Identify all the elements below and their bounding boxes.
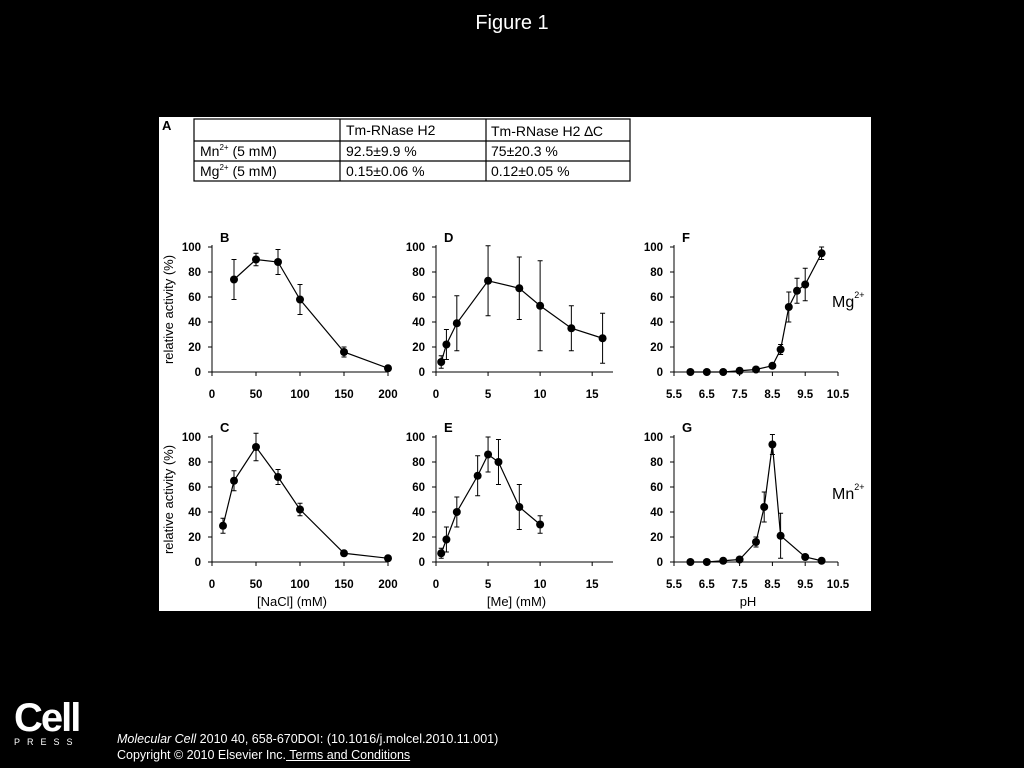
y-tick-label-b-5: 100	[181, 242, 201, 254]
y-tick-label-g-2: 40	[650, 507, 663, 519]
y-tick-label-f-0: 0	[656, 367, 663, 379]
data-point-d-4	[515, 284, 523, 292]
data-point-b-3	[296, 296, 304, 304]
panel-label-c: C	[220, 420, 230, 435]
y-tick-label-c-2: 40	[188, 507, 201, 519]
data-point-c-0	[219, 522, 227, 530]
y-tick-label-f-4: 80	[650, 267, 663, 279]
y-tick-label-e-5: 100	[405, 432, 425, 444]
y-tick-label-e-1: 20	[412, 532, 425, 544]
data-point-c-6	[384, 554, 392, 562]
y-tick-label-g-4: 80	[650, 457, 663, 469]
cell-press-logo	[14, 696, 86, 750]
series-line-e	[441, 455, 540, 554]
y-tick-label-d-1: 20	[412, 342, 425, 354]
y-tick-label-d-5: 100	[405, 242, 425, 254]
x-tick-label-f-2: 7.5	[731, 389, 748, 401]
panel-label-b: B	[220, 230, 230, 245]
data-point-b-1	[252, 256, 260, 264]
data-point-f-1	[703, 368, 711, 376]
data-point-f-2	[719, 368, 727, 376]
series-line-b	[234, 260, 388, 369]
y-tick-label-b-1: 20	[188, 342, 201, 354]
figure-panel	[159, 117, 871, 611]
x-tick-label-e-2: 10	[533, 579, 547, 591]
x-tick-label-b-0: 0	[208, 389, 216, 401]
data-point-g-0	[686, 558, 694, 566]
citation-copyright: Copyright © 2010 Elsevier Inc.	[117, 748, 287, 762]
panel-label-a: A	[162, 118, 172, 133]
logo-word: Cell	[14, 696, 80, 740]
table-header-dc: Tm-RNase H2 ∆C	[491, 123, 604, 139]
data-point-f-9	[801, 281, 809, 289]
y-axis-label-c: relative activity (%)	[161, 444, 176, 555]
citation	[117, 731, 498, 763]
y-tick-label-c-0: 0	[194, 557, 201, 569]
x-tick-label-c-2: 100	[290, 579, 310, 591]
y-tick-label-g-1: 20	[650, 532, 663, 544]
x-tick-label-c-1: 50	[249, 579, 263, 591]
y-tick-label-c-3: 60	[188, 482, 201, 494]
x-tick-label-g-2: 7.5	[731, 579, 748, 591]
y-tick-label-d-2: 40	[412, 317, 425, 329]
x-tick-label-d-2: 10	[533, 389, 547, 401]
x-tick-label-g-5: 10.5	[826, 579, 850, 591]
data-point-g-4	[752, 538, 760, 546]
x-tick-label-d-1: 5	[484, 389, 492, 401]
series-line-c	[223, 447, 388, 558]
y-tick-label-c-1: 20	[188, 532, 201, 544]
y-tick-label-d-3: 60	[412, 292, 425, 304]
y-tick-label-b-3: 60	[188, 292, 201, 304]
data-point-e-4	[484, 451, 492, 459]
figure-svg	[159, 117, 871, 611]
citation-details: 2010 40, 658-670DOI: (10.1016/j.molcel.2010.11.001)	[196, 732, 499, 746]
y-tick-label-d-4: 80	[412, 267, 425, 279]
x-tick-label-f-4: 9.5	[797, 389, 814, 401]
x-tick-label-f-3: 8.5	[764, 389, 781, 401]
terms-link[interactable]: Terms and Conditions	[286, 748, 411, 762]
data-point-f-10	[818, 249, 826, 257]
series-line-f	[690, 253, 821, 372]
y-tick-label-d-0: 0	[418, 367, 425, 379]
data-point-d-3	[484, 277, 492, 285]
data-point-f-6	[777, 346, 785, 354]
data-point-d-2	[453, 319, 461, 327]
x-tick-label-d-0: 0	[432, 389, 440, 401]
y-tick-label-f-1: 20	[650, 342, 663, 354]
data-point-g-7	[777, 532, 785, 540]
data-point-g-1	[703, 558, 711, 566]
data-point-b-5	[384, 364, 392, 372]
data-point-g-6	[768, 441, 776, 449]
charts-group	[161, 230, 850, 609]
y-tick-label-c-5: 100	[181, 432, 201, 444]
y-tick-label-g-3: 60	[650, 482, 663, 494]
citation-journal: Molecular Cell	[117, 732, 197, 746]
data-point-c-5	[340, 549, 348, 557]
table-row-mn-dc: 75±20.3 %	[491, 143, 558, 159]
data-point-f-3	[736, 367, 744, 375]
x-tick-label-c-4: 200	[378, 579, 398, 591]
x-tick-label-g-1: 6.5	[698, 579, 715, 591]
y-tick-label-c-4: 80	[188, 457, 201, 469]
data-point-g-9	[818, 557, 826, 565]
x-axis-label-c: [NaCl] (mM)	[256, 594, 328, 609]
table-row-mg-dc: 0.12±0.05 %	[491, 163, 570, 179]
x-tick-label-e-3: 15	[585, 579, 599, 591]
data-point-e-2	[453, 508, 461, 516]
panel-label-e: E	[444, 420, 453, 435]
x-tick-label-f-5: 10.5	[826, 389, 850, 401]
logo-sub: PRESS	[14, 737, 80, 747]
data-point-e-1	[442, 536, 450, 544]
data-point-c-4	[296, 506, 304, 514]
x-tick-label-c-0: 0	[208, 579, 216, 591]
data-point-e-6	[515, 503, 523, 511]
y-tick-label-b-0: 0	[194, 367, 201, 379]
data-point-f-7	[785, 303, 793, 311]
x-tick-label-f-1: 6.5	[698, 389, 715, 401]
data-point-g-3	[736, 556, 744, 564]
y-tick-label-b-4: 80	[188, 267, 201, 279]
data-point-f-4	[752, 366, 760, 374]
x-tick-label-g-4: 9.5	[797, 579, 814, 591]
figure-title: Figure 1	[475, 12, 549, 34]
data-point-c-3	[274, 473, 282, 481]
x-axis-label-g: pH	[739, 594, 757, 609]
data-point-b-0	[230, 276, 238, 284]
data-point-g-8	[801, 553, 809, 561]
table-row-mg-wt: 0.15±0.06 %	[346, 163, 425, 179]
x-tick-label-b-1: 50	[249, 389, 263, 401]
y-tick-label-e-2: 40	[412, 507, 425, 519]
y-tick-label-g-0: 0	[656, 557, 663, 569]
y-tick-label-f-3: 60	[650, 292, 663, 304]
y-axis-label-b: relative activity (%)	[161, 254, 176, 365]
x-tick-label-g-3: 8.5	[764, 579, 781, 591]
data-point-d-1	[442, 341, 450, 349]
panel-label-g: G	[682, 420, 693, 435]
panel-label-d: D	[444, 230, 454, 245]
data-point-c-2	[252, 443, 260, 451]
y-tick-label-f-2: 40	[650, 317, 663, 329]
panel-label-f: F	[682, 230, 690, 245]
x-tick-label-d-3: 15	[585, 389, 599, 401]
data-point-g-2	[719, 557, 727, 565]
row-label-mn: $Mn^{2+}$	[832, 482, 865, 503]
data-point-f-5	[768, 362, 776, 370]
y-tick-label-g-5: 100	[643, 432, 663, 444]
data-point-f-0	[686, 368, 694, 376]
table-row-mg-label: $Mg^{2+}$ (5 mM)	[200, 163, 277, 179]
table-row-mn-label: $Mn^{2+}$ (5 mM)	[200, 143, 277, 159]
y-tick-label-e-3: 60	[412, 482, 425, 494]
x-tick-label-b-2: 100	[290, 389, 310, 401]
y-tick-label-b-2: 40	[188, 317, 201, 329]
y-tick-label-e-0: 0	[418, 557, 425, 569]
data-point-d-5	[536, 302, 544, 310]
data-point-g-5	[760, 503, 768, 511]
x-tick-label-e-1: 5	[484, 579, 492, 591]
data-point-d-7	[599, 334, 607, 342]
x-tick-label-g-0: 5.5	[666, 579, 682, 591]
table-row-mn-wt: 92.5±9.9 %	[346, 143, 417, 159]
data-point-b-4	[340, 348, 348, 356]
x-tick-label-b-3: 150	[334, 389, 354, 401]
x-tick-label-e-0: 0	[432, 579, 440, 591]
y-tick-label-f-5: 100	[643, 242, 663, 254]
data-point-e-0	[437, 549, 445, 557]
data-point-b-2	[274, 258, 282, 266]
data-point-e-5	[494, 458, 502, 466]
y-tick-label-e-4: 80	[412, 457, 425, 469]
x-tick-label-c-3: 150	[334, 579, 354, 591]
x-tick-label-b-4: 200	[378, 389, 398, 401]
row-label-mg: $Mg^{2+}$	[832, 290, 865, 311]
data-point-e-3	[474, 472, 482, 480]
x-axis-label-e: [Me] (mM)	[486, 594, 547, 609]
table-header-wt: Tm-RNase H2	[346, 122, 436, 138]
data-point-e-7	[536, 521, 544, 529]
data-point-c-1	[230, 477, 238, 485]
x-tick-label-f-0: 5.5	[666, 389, 682, 401]
series-line-d	[441, 281, 602, 362]
data-point-d-6	[567, 324, 575, 332]
data-point-f-8	[793, 287, 801, 295]
